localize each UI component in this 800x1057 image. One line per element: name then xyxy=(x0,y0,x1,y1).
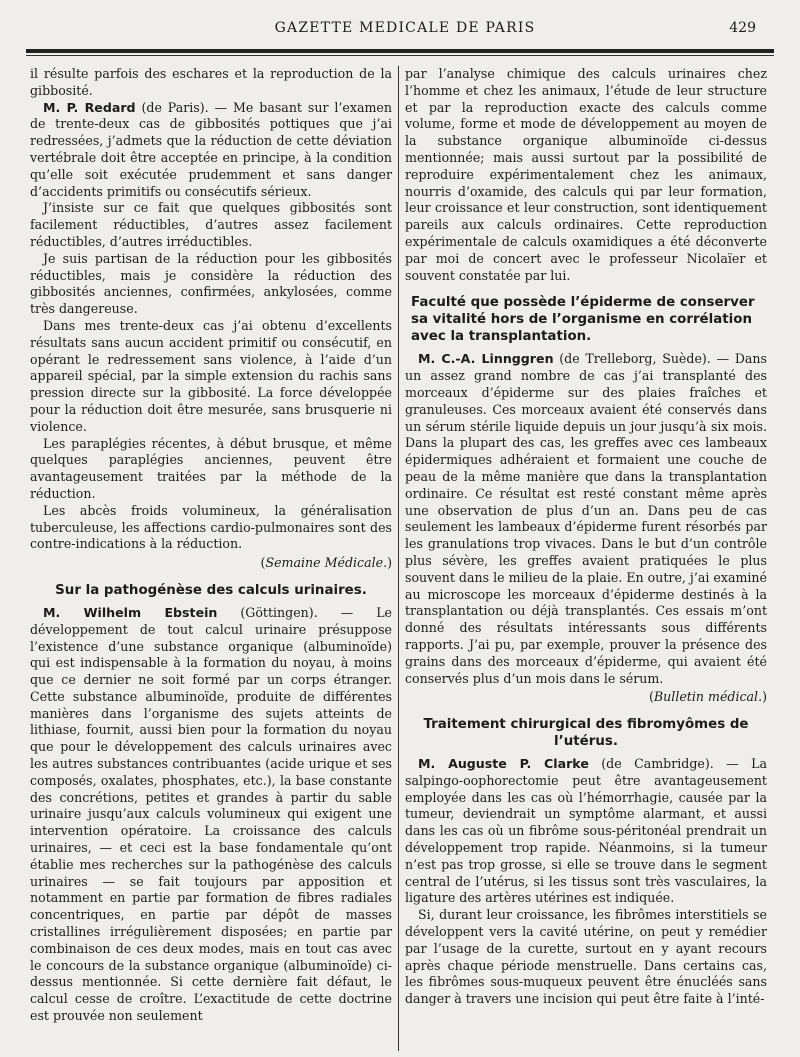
paragraph: Si, durant leur croissance, les fibrômes interstitiels se développent vers la cavité utérine, on peut y remédier par l’usage de la curette, surtout en y ayant recours après chaque période menstruelle. Dans certains cas, les fibrômes sous-muqueux peuvent être énucléés sans danger à travers une incision qui peut être faite à l’inté- xyxy=(405,907,767,1007)
right-column xyxy=(399,66,767,1051)
speaker-name: M. Wilhelm Ebstein xyxy=(43,604,218,620)
speaker-name: M. P. Redard xyxy=(43,99,136,115)
columns xyxy=(30,66,776,1051)
header-rule-thin xyxy=(26,55,774,56)
paragraph-clarke xyxy=(405,756,767,907)
paragraph-text: (de Cambridge). — La salpingo-oophorectomie peut être avantageusement employée dans les cas où l’hémorrhagie, causée par la tumeur, deviendrait un symptôme alarmant, et aussi dans les cas où un fibrôme sous-péritonéal prendrait un développement trop rapide. Néanmoins, si la tumeur n’est pas trop grosse, si elle se trouve dans le segment central de l’utérus, si les tissus sont très vasculaires, la ligature des artères utérines est indiquée. xyxy=(405,756,767,906)
paragraph: il résulte parfois des eschares et la reproduction de la gibbosité. xyxy=(30,66,392,98)
paragraph: Les paraplégies récentes, à début brusque, et même quelques paraplégies anciennes, peuvent être avantageusement traitées par la méthode de la réduction. xyxy=(30,435,392,501)
header-rule-thick xyxy=(26,49,774,53)
speaker-name: M. Auguste P. Clarke xyxy=(418,756,589,772)
source-citation: (Bulletin médical.) xyxy=(649,689,767,705)
paragraph-redard xyxy=(30,100,392,201)
page-number: 429 xyxy=(729,20,756,36)
section-heading: Sur la pathogénèse des calculs urinaires. xyxy=(55,582,367,598)
speaker-name: M. C.-A. Linnggren xyxy=(418,351,554,367)
page-header xyxy=(28,0,782,38)
left-column xyxy=(30,66,398,1051)
paragraph: Dans mes trente-deux cas j’ai obtenu d’excellents résultats sans aucun accident primitif ou consécutif, en opérant le redressement sans violence, à l’aide d’un appareil spécial, par la simple extension du rachis sans pression directe sur la gibbosité. La force développée pour la réduction doit être mesurée, sans brusquerie ni violence. xyxy=(30,317,392,434)
paragraph-linnggren xyxy=(405,351,767,687)
source-name: Bulletin médical. xyxy=(653,689,763,705)
source-citation: (Semaine Médicale.) xyxy=(260,555,392,571)
section-heading: Traitement chirurgical des fibromyômes de l’utérus. xyxy=(423,717,749,750)
paragraph-text: (de Trelleborg, Suède). — Dans un assez grand nombre de cas j’ai transplanté des morceaux d’épiderme sur des plaies fraîches et granuleuses. Ces morceaux avaient été conservés dans un sérum stérile liquide depuis un jour jusqu’à six mois. Dans la plupart des cas, les greffes avec ces lambeaux épidermiques adhéraient et formaient une couche de peau de la même manière que dans la transplantation ordinaire. Ce résultat est resté constant même après une observation de plus d’un an. Dans peu de cas seulement les lambeaux d’épiderme furent résorbés par les granulations trop vivaces. Dans le but d’un contrôle plus sévère, les greffes avaient pratiquées le plus souvent dans le milieu de la plaie. En outre, j’ai examiné au microscope les morceaux d’épiderme destinés à la transplantation ou déjà transplantés. Ces essais m’ont donné des résultats intéressants sous différents rapports. J’ai pu, par exemple, prouver la présence des grains dans des morceaux d’épiderme, qui avaient été conservés plus d’un mois dans le sérum. xyxy=(405,351,767,686)
paragraph-text: (Göttingen). — Le développement de tout calcul urinaire présuppose l’existence d’une substance organique (albuminoïde) qui est indispensable à la formation du noyau, à moins que ce dernier ne soit formé par un corps étranger. Cette substance albuminoïde, produite de différentes manières dans l’organisme des sujets atteints de lithiase, fournit, aussi bien pour la formation du noyau que pour le développement des calculs urinaires avec les autres substances contribuantes (acide urique et ses composés, oxalates, phosphates, etc.), la base constante des concrétions, petites et grandes à partir du sable urinaire jusqu’aux calculs volumineux qui exigent une intervention opératoire. La croissance des calculs urinaires, — et ceci est la base fondamentale qu’ont établie mes recherches sur la pathogénèse des calculs urinaires — se fait toujours par apposition et notamment en partie par formation de fibres radiales concentriques, en partie par dépôt de masses cristallines irrégulièrement disposées; en partie par combinaison de ces deux modes, mais en tout cas avec le concours de la substance organique (albuminoïde) ci-dessus mentionnée. Si cette dernière fait défaut, le calcul cesse de croître. L’exactitude de cette doctrine est prouvée non seulement xyxy=(30,604,393,1024)
paragraph: Les abcès froids volumineux, la généralisation tuberculeuse, les affections cardio-pulmonaires sont des contre-indications à la réduction. xyxy=(30,502,392,552)
paragraph: Je suis partisan de la réduction pour les gibbosités réductibles, mais je considère la réduction des gibbosités anciennes, confirmées, ankylosées, comme très dangereuse. xyxy=(30,250,392,317)
journal-title: GAZETTE MEDICALE DE PARIS xyxy=(274,20,536,36)
paragraph-ebstein xyxy=(30,605,392,1025)
paragraph: J’insiste sur ce fait que quelques gibbosités sont facilement réductibles, d’autres assez facilement réductibles, d’autres irréductibles. xyxy=(30,200,392,249)
paragraph: par l’analyse chimique des calculs urinaires chez l’homme et chez les animaux, l’étude de leur structure et par la reproduction exacte des calculs comme volume, forme et mode de développement au moyen de la substance organique albuminoïde ci-dessus mentionnée; mais aussi surtout par la possibilité de reproduire expérimentalement chez les animaux, nourris d’oxamide, des calculs qui par leur formation, leur croissance et leur construction, sont identiquement pareils aux calculs ordinaires. Cette reproduction expérimentale de calculs oxamidiques a été déconverte par moi de concert avec le professeur Nicolaïer et souvent constatée par lui. xyxy=(405,66,767,283)
paragraph-text: (de Paris). — Me basant sur l’examen de trente-deux cas de gibbosités pottiques que j’ai redressées, j’admets que la réduction de cette déviation vertébrale doit être acceptée en principe, à la condition qu’elle soit exécutée prudemment et sans danger d’accidents primitifs ou consécutifs sérieux. xyxy=(30,99,392,199)
section-heading: Faculté que possède l’épiderme de conserver sa vitalité hors de l’organisme en corrélation avec la transplantation. xyxy=(411,295,755,345)
source-name: Semaine Médicale. xyxy=(265,555,388,571)
